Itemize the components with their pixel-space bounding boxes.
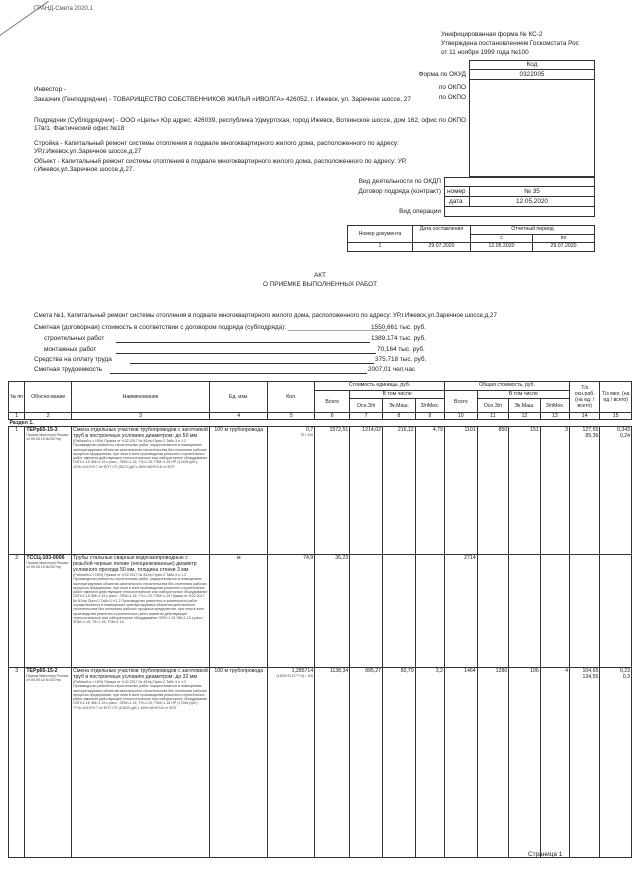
doc-number-value: 1 — [348, 243, 413, 252]
row-name: Смена отдельных участков трубопроводов с заготовкой труб в построечных условиях диаметром: до 50 мм — [73, 427, 208, 439]
row-sum-osn: 1280 — [477, 668, 509, 858]
col-number: 13 — [540, 413, 569, 420]
payment-value: 375,718 тыс. руб. — [375, 356, 427, 363]
unit-zpmeh-head: З/пМех. — [415, 399, 444, 413]
okdp-label: Вид деятельности по ОКДП — [358, 178, 441, 185]
col-number: 15 — [600, 413, 632, 420]
row-qty: 1,285714 — [291, 668, 314, 674]
row-tz-total: 89,36 — [585, 433, 599, 439]
sum-osn-head: Осн.З/п — [477, 399, 509, 413]
row-sum-ekmash — [509, 555, 541, 668]
cost-label: Сметная (договорная) стоимость в соответствии с договором подряда (субподряда): ____________________________ — [34, 324, 388, 331]
sum-total-head: Всего — [444, 391, 477, 413]
row-unit-total: 1572,51 — [315, 427, 350, 555]
object-line: Объект - Капитальный ремонт системы отопления в подвале многоквартирного жилого дома, расположенного по адресу: УР, г.Ижевск,ул.Заречное шоссе,д.27. — [34, 158, 407, 173]
contractor-line: Подрядчик (Субподрядчик) - ООО «Цель» Юр адрес: 426039, республика Удмуртская, город Ижевск, Воткинское шоссе, дом 162, офис 17в/1. Фактический офис №18 — [34, 117, 438, 132]
construction-line: Стройка - Капитальный ремонт системы отопления в подвале многоквартирного жилого дома, расположенного по адресу: УР,г.Ижевск,ул.Заречное шоссе,д.27 — [34, 140, 399, 155]
row-number: 3 — [9, 668, 25, 858]
col-number: 2 — [25, 413, 72, 420]
table-row — [9, 668, 632, 858]
row-basis-note: Приказ Минстроя России от 05.05.15 №337/пр — [26, 433, 69, 442]
row-sum-osn — [477, 555, 509, 668]
period-from-value: 12.05.2020 — [471, 243, 533, 252]
okud-label: Форма по ОКУД — [418, 71, 466, 78]
col-basis-head: Обосно-вание — [25, 382, 72, 413]
row-sum-total: 1101 — [444, 427, 477, 555]
col-number: 8 — [382, 413, 415, 420]
unit-osn-head: Осн.З/п — [350, 399, 383, 413]
row-sum-osn: 850 — [477, 427, 509, 555]
row-name: Смена отдельных участков трубопроводов с заготовкой труб в построечных условиях диаметром: до 32 мм — [73, 668, 208, 680]
col-number: 1 — [9, 413, 25, 420]
table-row — [9, 555, 632, 668]
customer-line: Заказчик (Генподрядчик) - ТОВАРИЩЕСТВО СОБСТВЕННИКОВ ЖИЛЬЯ «ИВОЛГА» 426052, г. Ижевск, ул. Заречное шоссе, 27 — [34, 96, 411, 103]
col-number: 3 — [72, 413, 210, 420]
period-label: Отчетный период — [471, 226, 595, 235]
operation-label: Вид операции — [399, 208, 441, 215]
row-tz-total: 134,55 — [582, 674, 599, 680]
mounting-cost-value: 70,164 тыс. руб. — [377, 346, 425, 353]
row-sum-ekmash: 106 — [509, 668, 541, 858]
approved-line-2: от 11 ноября 1999 года №100 — [441, 49, 529, 56]
row-qty: 74,9 — [303, 555, 314, 561]
sum-ekmash-head: Эк.Маш. — [509, 399, 541, 413]
construction-cost-label: строительных работ — [44, 335, 105, 342]
investor-line: Инвестор - — [34, 86, 67, 93]
row-notes: (Рабочий к-т 15%) Приказ от 9.02.2017 № 81/пр Прил.2 Табл.3 п.1.2 Производство ремонтно-строительных работ осуществляется в помещениях эксплуатируемых объектов капитального строительства без отселения рабочих процесса предприятия, при этом в зоне производства ремонтно-строительных работ имеются действующее технологическое или лабораторное оборудование ОЗП=1.15 ЭМ=1.15 к расх.; ЗПМ=1.15; ТЗ=1.15; ТЗМ=1.15 Приказ от 9.02.2017 № 81/пр Прил.2 Табл.3 п.1.2 Производство ремонтно-строительных работ осуществляется в помещениях эксплуатируемых объектов капитального строительства без отселения рабочих процесса предприятия, при этом в зоне производства ремонтно-строительных работ имеются действующее технологическое или лабораторное оборудование ОЗП=1.15 ЭМ=1.15 к расх.; ЗПМ=1.15; ТЗ=1.15; ТЗМ=1.15 — [73, 573, 208, 625]
row-basis: ТССЦ-103-0006 — [26, 555, 65, 561]
construction-cost-value: 1389,174 тыс. руб. — [371, 335, 426, 342]
unit-ekmash-head: Эк.Маш. — [382, 399, 415, 413]
row-qty: 0,7 — [305, 427, 314, 433]
doc-number-label: Номер документа — [348, 226, 413, 243]
row-notes: (Рабочий к-т 15%) Приказ от 9.02.2017 № 81/пр Прил.2 Табл.3 п.1.2 Производство ремонтно-строительных работ осуществляется в помещениях эксплуатируемых объектов капитального строительства без отселения рабочих процесса предприятия, при этом в зоне производства ремонтно-строительных работ имеются действующее технологическое или лабораторное оборудование ОЗП=1.15 ЭМ=1.15 к расх.; ЗПМ=1.15; ТЗ=1.15; ТЗМ=1.15 НР (17264 руб.): 77%=101%*0.7 от ФОТ СП (10402 руб.): 64%=60%*0.8 от ФОТ — [73, 680, 208, 710]
col-number: 7 — [350, 413, 383, 420]
total-cost-head: Общая стоимость, руб. — [444, 382, 569, 391]
app-title: ГРАНД-Смета 2020.1 — [34, 6, 93, 12]
period-to-value: 29.07.2020 — [533, 243, 595, 252]
row-unit-osn: 995,27 — [350, 668, 383, 858]
row-tzmeh-total: 0,3 — [622, 674, 630, 680]
row-sum-ekmash: 151 — [509, 427, 541, 555]
row-unit-total: 36,23 — [315, 555, 350, 668]
row-number: 1 — [9, 427, 25, 555]
row-name: Трубы стальные сварные водогазопроводные с резьбой черные легкие (неоцинкованные) диаметр условного прохода 50 мм, толщина стенки 3 мм — [73, 555, 197, 573]
row-unit-ekmash — [382, 555, 415, 668]
row-basis: ТЕРр65-15-3 — [26, 427, 58, 433]
period-from-label: с — [471, 235, 533, 243]
sum-zpmeh-head: З/пМех. — [540, 399, 569, 413]
row-tz-unit: 127,65 — [582, 427, 599, 433]
row-unit-ekmash: 82,79 — [382, 668, 415, 858]
mounting-cost-label: монтажных работ — [44, 346, 97, 353]
col-number: 14 — [570, 413, 600, 420]
row-basis-note: Приказ Минстроя России от 05.05.15 №337/пр — [26, 674, 69, 683]
row-basis-note: Приказ Минстроя России от 05.05.15 №337/пр — [26, 561, 69, 570]
estimate-line: Смета №1, Капитальный ремонт системы отопления в подвале многоквартирного жилого дома, расположенного по адресу: УР,г.Ижевск,ул.Заречное шоссе,д.27 — [34, 312, 497, 319]
row-unit-osn: 1214,02 — [350, 427, 383, 555]
row-unit-osn — [350, 555, 383, 668]
number-label: номер — [447, 188, 466, 195]
number-value: № 35 — [524, 188, 540, 195]
approved-line-1: Утверждена постановлением Госкомстата Рос — [441, 40, 579, 47]
row-sum-total: 2714 — [444, 555, 477, 668]
row-unit: 100 м трубопровода — [210, 668, 268, 858]
date-value: 12.05.2020 — [516, 198, 548, 205]
table-row — [9, 427, 632, 555]
col-unit-head: Ед. изм. — [210, 382, 268, 413]
period-to-label: по — [533, 235, 595, 243]
okpo-label-1: по ОКПО — [438, 84, 466, 91]
row-notes: (Рабочий к-т 15%) Приказ от 9.02.2017 № 81/пр Прил.2 Табл.3 п.1.2 Производство ремонтно-строительных работ осуществляется в помещениях эксплуатируемых объектов капитального строительства без отселения рабочих процесса предприятия, при этом в зоне производства ремонтно-строительных работ имеются действующее технологическое или лабораторное оборудование ОЗП=1.15 ЭМ=1.15 к расх.; ЗПМ=1.15; ТЗ=1.15; ТЗМ=1.15 НР (11428 руб.): 12%=101%*0.7 от ФОТ СП (5573 руб.): 64%=60%*0.8 от ФОТ — [73, 439, 208, 469]
row-sum-zpmeh: 4 — [540, 668, 569, 858]
cost-value: 1550,661 тыс. руб. — [371, 324, 426, 331]
row-tzmeh-unit: 0,343 — [617, 427, 630, 433]
col-tzmeh-head: Т/з мех. (на ед / всего) — [600, 382, 632, 413]
row-number: 2 — [9, 555, 25, 668]
unit-cost-head: Стоимость единицы, руб. — [315, 382, 445, 391]
col-tz-head: Т/з осн.раб. (на ед. / всего) — [570, 382, 600, 413]
col-number: 12 — [509, 413, 541, 420]
works-table — [8, 381, 632, 858]
doc-date-value: 29.07.2020 — [413, 243, 471, 252]
col-number: 10 — [444, 413, 477, 420]
col-number: 4 — [210, 413, 268, 420]
payment-label: Средства на оплату труда — [34, 356, 112, 363]
col-qty-head: Кол. — [268, 382, 315, 413]
labor-value: 2007,01 чел.час — [368, 366, 416, 373]
labor-label: Сметная трудоемкость — [34, 366, 103, 373]
act-title: АКТ — [314, 272, 326, 279]
sum-incl-head: В том числе — [477, 391, 569, 399]
contract-label: Договор подряда (контракт) — [358, 188, 441, 195]
row-tzmeh-unit: 0,23 — [619, 668, 630, 674]
row-unit-zpmeh — [415, 555, 444, 668]
col-num-head: № пп — [9, 382, 25, 413]
row-unit: 100 м трубопровода — [210, 427, 268, 555]
row-sum-total: 1464 — [444, 668, 477, 858]
row-unit-zpmeh: 3,2 — [415, 668, 444, 858]
row-sum-zpmeh — [540, 555, 569, 668]
row-tzmeh-total: 0,24 — [619, 433, 630, 439]
unit-total-head: Всего — [315, 391, 350, 413]
row-qty-note: (1633+1171*7+4) / 100 — [276, 674, 314, 678]
row-unit-ekmash: 216,12 — [382, 427, 415, 555]
row-qty-note: 70 / 100 — [300, 433, 314, 437]
row-unit: м — [210, 555, 268, 668]
doc-date-label: Дата составления — [413, 226, 471, 243]
form-title: Унифицированная форма № КС-2 — [441, 31, 543, 38]
page-number: Страница 1 — [528, 851, 563, 858]
row-basis: ТЕРр65-15-2 — [26, 668, 58, 674]
doc-number-table — [347, 225, 595, 252]
row-unit-total: 1138,34 — [315, 668, 350, 858]
code-label: Код — [526, 61, 538, 68]
okpo-label-3: по ОКПО — [438, 117, 466, 124]
col-number: 11 — [477, 413, 509, 420]
col-number: 6 — [315, 413, 350, 420]
col-name-head: Наименование — [72, 382, 210, 413]
row-tz-unit: 104,65 — [582, 668, 599, 674]
col-number: 5 — [268, 413, 315, 420]
row-sum-zpmeh: 3 — [540, 427, 569, 555]
row-unit-zpmeh: 4,79 — [415, 427, 444, 555]
okpo-label-2: по ОКПО — [438, 94, 466, 101]
date-label: дата — [449, 198, 463, 205]
unit-incl-head: В том числе — [350, 391, 445, 399]
act-subtitle: О ПРИЕМКЕ ВЫПОЛНЕННЫХ РАБОТ — [262, 281, 378, 288]
col-number: 9 — [415, 413, 444, 420]
section-title: Раздел 1. — [9, 420, 632, 427]
contract-box — [444, 177, 595, 217]
okud-value: 0322005 — [519, 71, 545, 78]
